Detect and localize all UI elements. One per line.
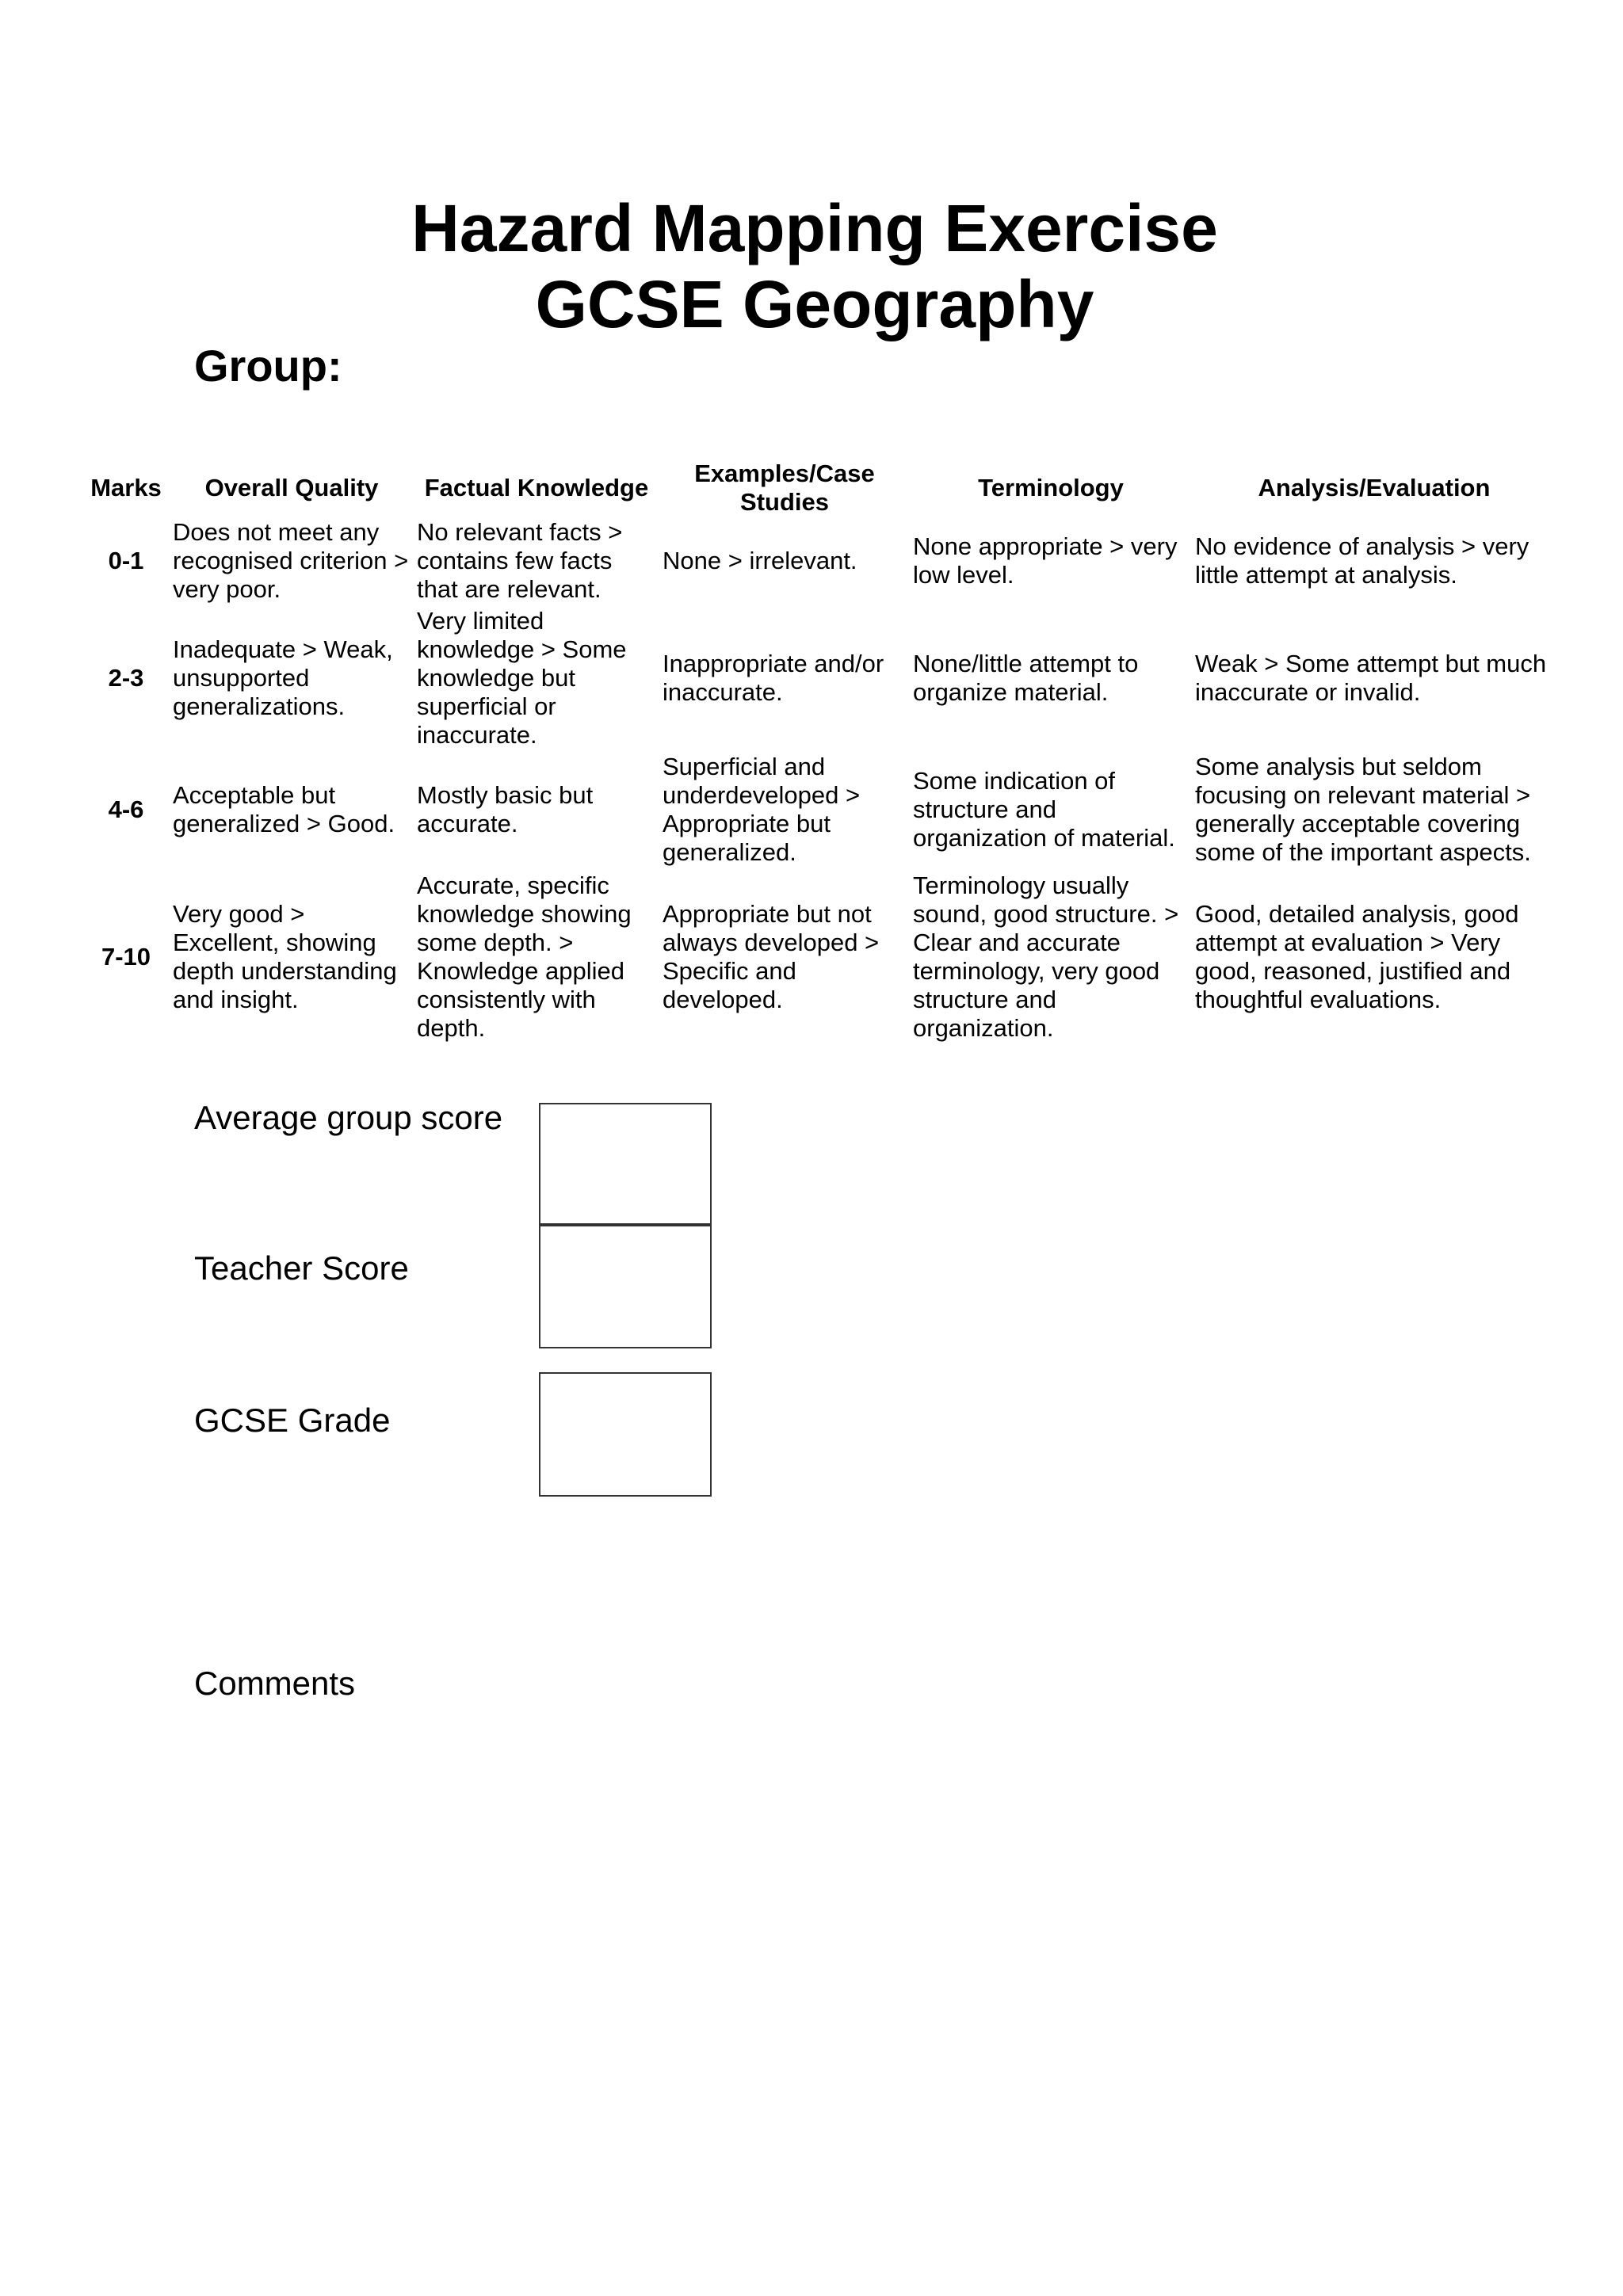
table-row <box>82 868 1556 1046</box>
overall-quality-cell: Very good > Excellent, showing depth understanding and insight. <box>173 900 397 1013</box>
factual-knowledge-cell: Mostly basic but accurate. <box>417 781 594 837</box>
table-row <box>82 517 1556 605</box>
marking-rubric-table <box>82 460 1556 1046</box>
overall-quality-cell: Acceptable but generalized > Good. <box>173 781 395 837</box>
examples-cell: Inappropriate and/or inaccurate. <box>663 650 884 706</box>
title-line-1: Hazard Mapping Exercise <box>411 191 1218 265</box>
examples-cell: None > irrelevant. <box>663 547 857 574</box>
marks-cell: 4-6 <box>108 795 144 823</box>
gcse-grade-label: GCSE Grade <box>194 1402 391 1439</box>
analysis-cell: Weak > Some attempt but much inaccurate or invalid. <box>1195 650 1547 706</box>
teacher-score-label: Teacher Score <box>194 1249 409 1287</box>
header-examples-case-studies: Examples/Case Studies <box>694 460 875 516</box>
gcse-grade-box[interactable] <box>539 1372 712 1497</box>
terminology-cell: None appropriate > very low level. <box>913 532 1178 589</box>
document-title <box>0 190 1623 342</box>
average-group-score-label: Average group score <box>194 1099 503 1136</box>
examples-cell: Appropriate but not always developed > Specific and developed. <box>663 900 880 1013</box>
table-row <box>82 751 1556 868</box>
factual-knowledge-cell: Accurate, specific knowledge showing some depth. > Knowledge applied consistently with depth. <box>417 871 632 1042</box>
terminology-cell: Some indication of structure and organization of material. <box>913 767 1175 852</box>
comments-label: Comments <box>194 1665 356 1702</box>
header-marks: Marks <box>90 474 162 502</box>
analysis-cell: Some analysis but seldom focusing on relevant material > generally acceptable covering some of the important aspects. <box>1195 753 1531 866</box>
examples-cell: Superficial and underdeveloped > Appropriate but generalized. <box>663 753 861 866</box>
marks-cell: 2-3 <box>108 664 144 692</box>
overall-quality-cell: Does not meet any recognised criterion > very poor. <box>173 518 409 603</box>
header-analysis-evaluation: Analysis/Evaluation <box>1258 474 1491 502</box>
terminology-cell: None/little attempt to organize material. <box>913 650 1139 706</box>
group-label: Group: <box>194 341 342 391</box>
analysis-cell: Good, detailed analysis, good attempt at evaluation > Very good, reasoned, justified and thoughtful evaluations. <box>1195 900 1519 1013</box>
teacher-score-box[interactable] <box>539 1225 712 1348</box>
title-line-2: GCSE Geography <box>535 267 1094 341</box>
header-factual-knowledge: Factual Knowledge <box>424 474 649 502</box>
header-overall-quality: Overall Quality <box>204 474 379 502</box>
marks-cell: 7-10 <box>101 943 151 971</box>
analysis-cell: No evidence of analysis > very little attempt at analysis. <box>1195 532 1529 589</box>
factual-knowledge-cell: Very limited knowledge > Some knowledge but superficial or inaccurate. <box>417 607 627 749</box>
header-terminology: Terminology <box>978 474 1124 502</box>
average-group-score-box[interactable] <box>539 1103 712 1225</box>
table-row <box>82 605 1556 751</box>
marks-cell: 0-1 <box>108 547 144 574</box>
terminology-cell: Terminology usually sound, good structure. > Clear and accurate terminology, very good structure and organization. <box>913 871 1179 1042</box>
factual-knowledge-cell: No relevant facts > contains few facts that are relevant. <box>417 518 623 603</box>
overall-quality-cell: Inadequate > Weak, unsupported generalizations. <box>173 635 393 720</box>
table-header-row <box>82 460 1556 517</box>
